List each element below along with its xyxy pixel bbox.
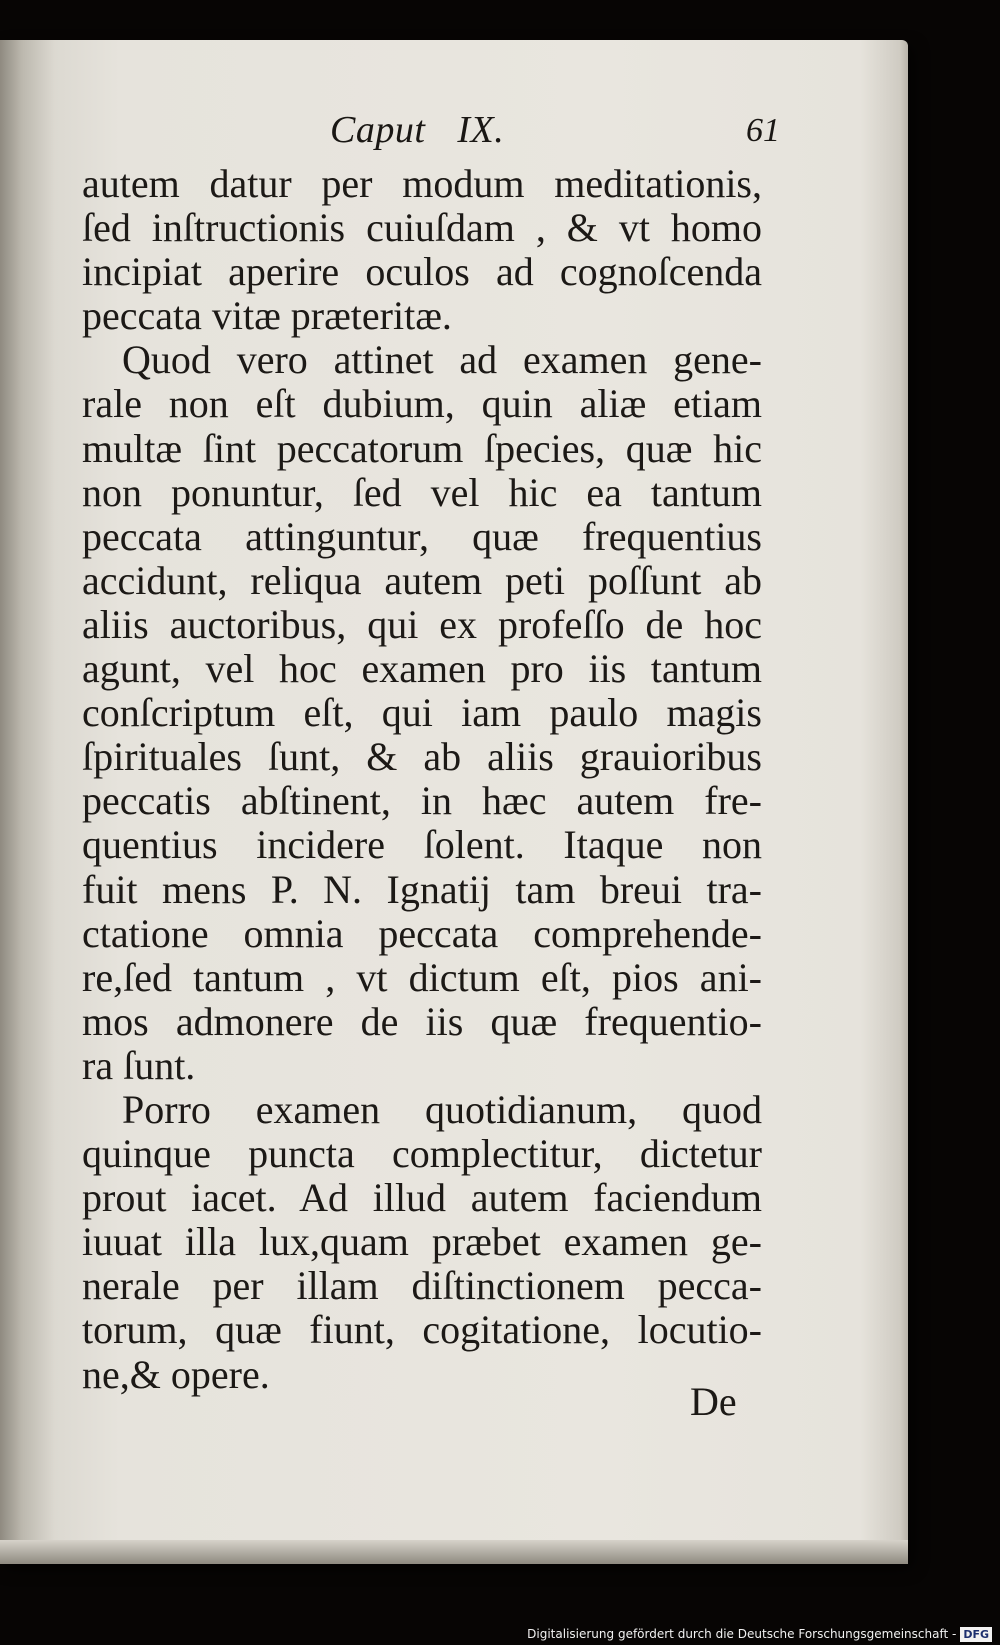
funding-credit: Digitalisierung gefördert durch die Deutsche Forschungsgemeinschaft -: [527, 1627, 957, 1641]
text-line: nerale per illam diſtinctionem pecca-: [82, 1263, 762, 1309]
body-text: [82, 162, 762, 1397]
text-line: quinque puncta complectitur, dictetur: [82, 1131, 762, 1177]
text-line: peccata attinguntur, quæ frequentius: [82, 513, 762, 559]
text-line: aliis auctoribus, qui ex profeſſo de hoc: [82, 601, 762, 647]
page-edge: [0, 1540, 908, 1564]
text-line: torum, quæ fiunt, cogitatione, locutio-: [82, 1307, 762, 1353]
text-line: agunt, vel hoc examen pro iis tantum: [82, 646, 762, 692]
text-line: ne,& opere.: [82, 1351, 270, 1397]
text-line: ſed inſtructionis cuiuſdam , & vt homo: [82, 205, 762, 251]
dfg-logo: DFG: [960, 1627, 992, 1642]
chapter-title: Caput IX.: [330, 109, 505, 151]
text-line: peccatis abſtinent, in hæc autem fre-: [82, 778, 762, 824]
text-line: rale non eſt dubium, quin aliæ etiam: [82, 381, 762, 427]
text-line: ra ſunt.: [82, 1042, 196, 1088]
text-line: Quod vero attinet ad examen gene-: [122, 337, 762, 383]
text-line: autem datur per modum meditationis,: [82, 161, 762, 206]
text-line: prout iacet. Ad illud autem faciendum: [82, 1175, 762, 1221]
text-line: non ponuntur, ſed vel hic ea tantum: [82, 469, 762, 515]
digitization-footer: [0, 1623, 1000, 1645]
text-line: quentius incidere ſolent. Itaque non: [82, 822, 762, 868]
text-line: fuit mens P. N. Ignatij tam breui tra-: [82, 866, 762, 912]
text-line: accidunt, reliqua autem peti poſſunt ab: [82, 557, 762, 603]
text-line: multæ ſint peccatorum ſpecies, quæ hic: [82, 425, 762, 471]
running-header: [330, 108, 780, 154]
text-line: re,ſed tantum , vt dictum eſt, pios ani-: [82, 954, 762, 1000]
catchword: De: [690, 1379, 737, 1424]
text-line: incipiat aperire oculos ad cognoſcenda: [82, 249, 762, 295]
page-number: 61: [746, 112, 780, 149]
text-line: peccata vitæ præteritæ.: [82, 293, 452, 339]
text-line: mos admonere de iis quæ frequentio-: [82, 998, 762, 1044]
text-line: ſpirituales ſunt, & ab aliis grauioribus: [82, 734, 762, 780]
text-line: Porro examen quotidianum, quod: [122, 1086, 762, 1132]
text-line: ctatione omnia peccata comprehende-: [82, 910, 762, 956]
text-line: conſcriptum eſt, qui iam paulo magis: [82, 690, 762, 736]
text-line: iuuat illa lux,quam præbet examen ge-: [82, 1219, 762, 1265]
